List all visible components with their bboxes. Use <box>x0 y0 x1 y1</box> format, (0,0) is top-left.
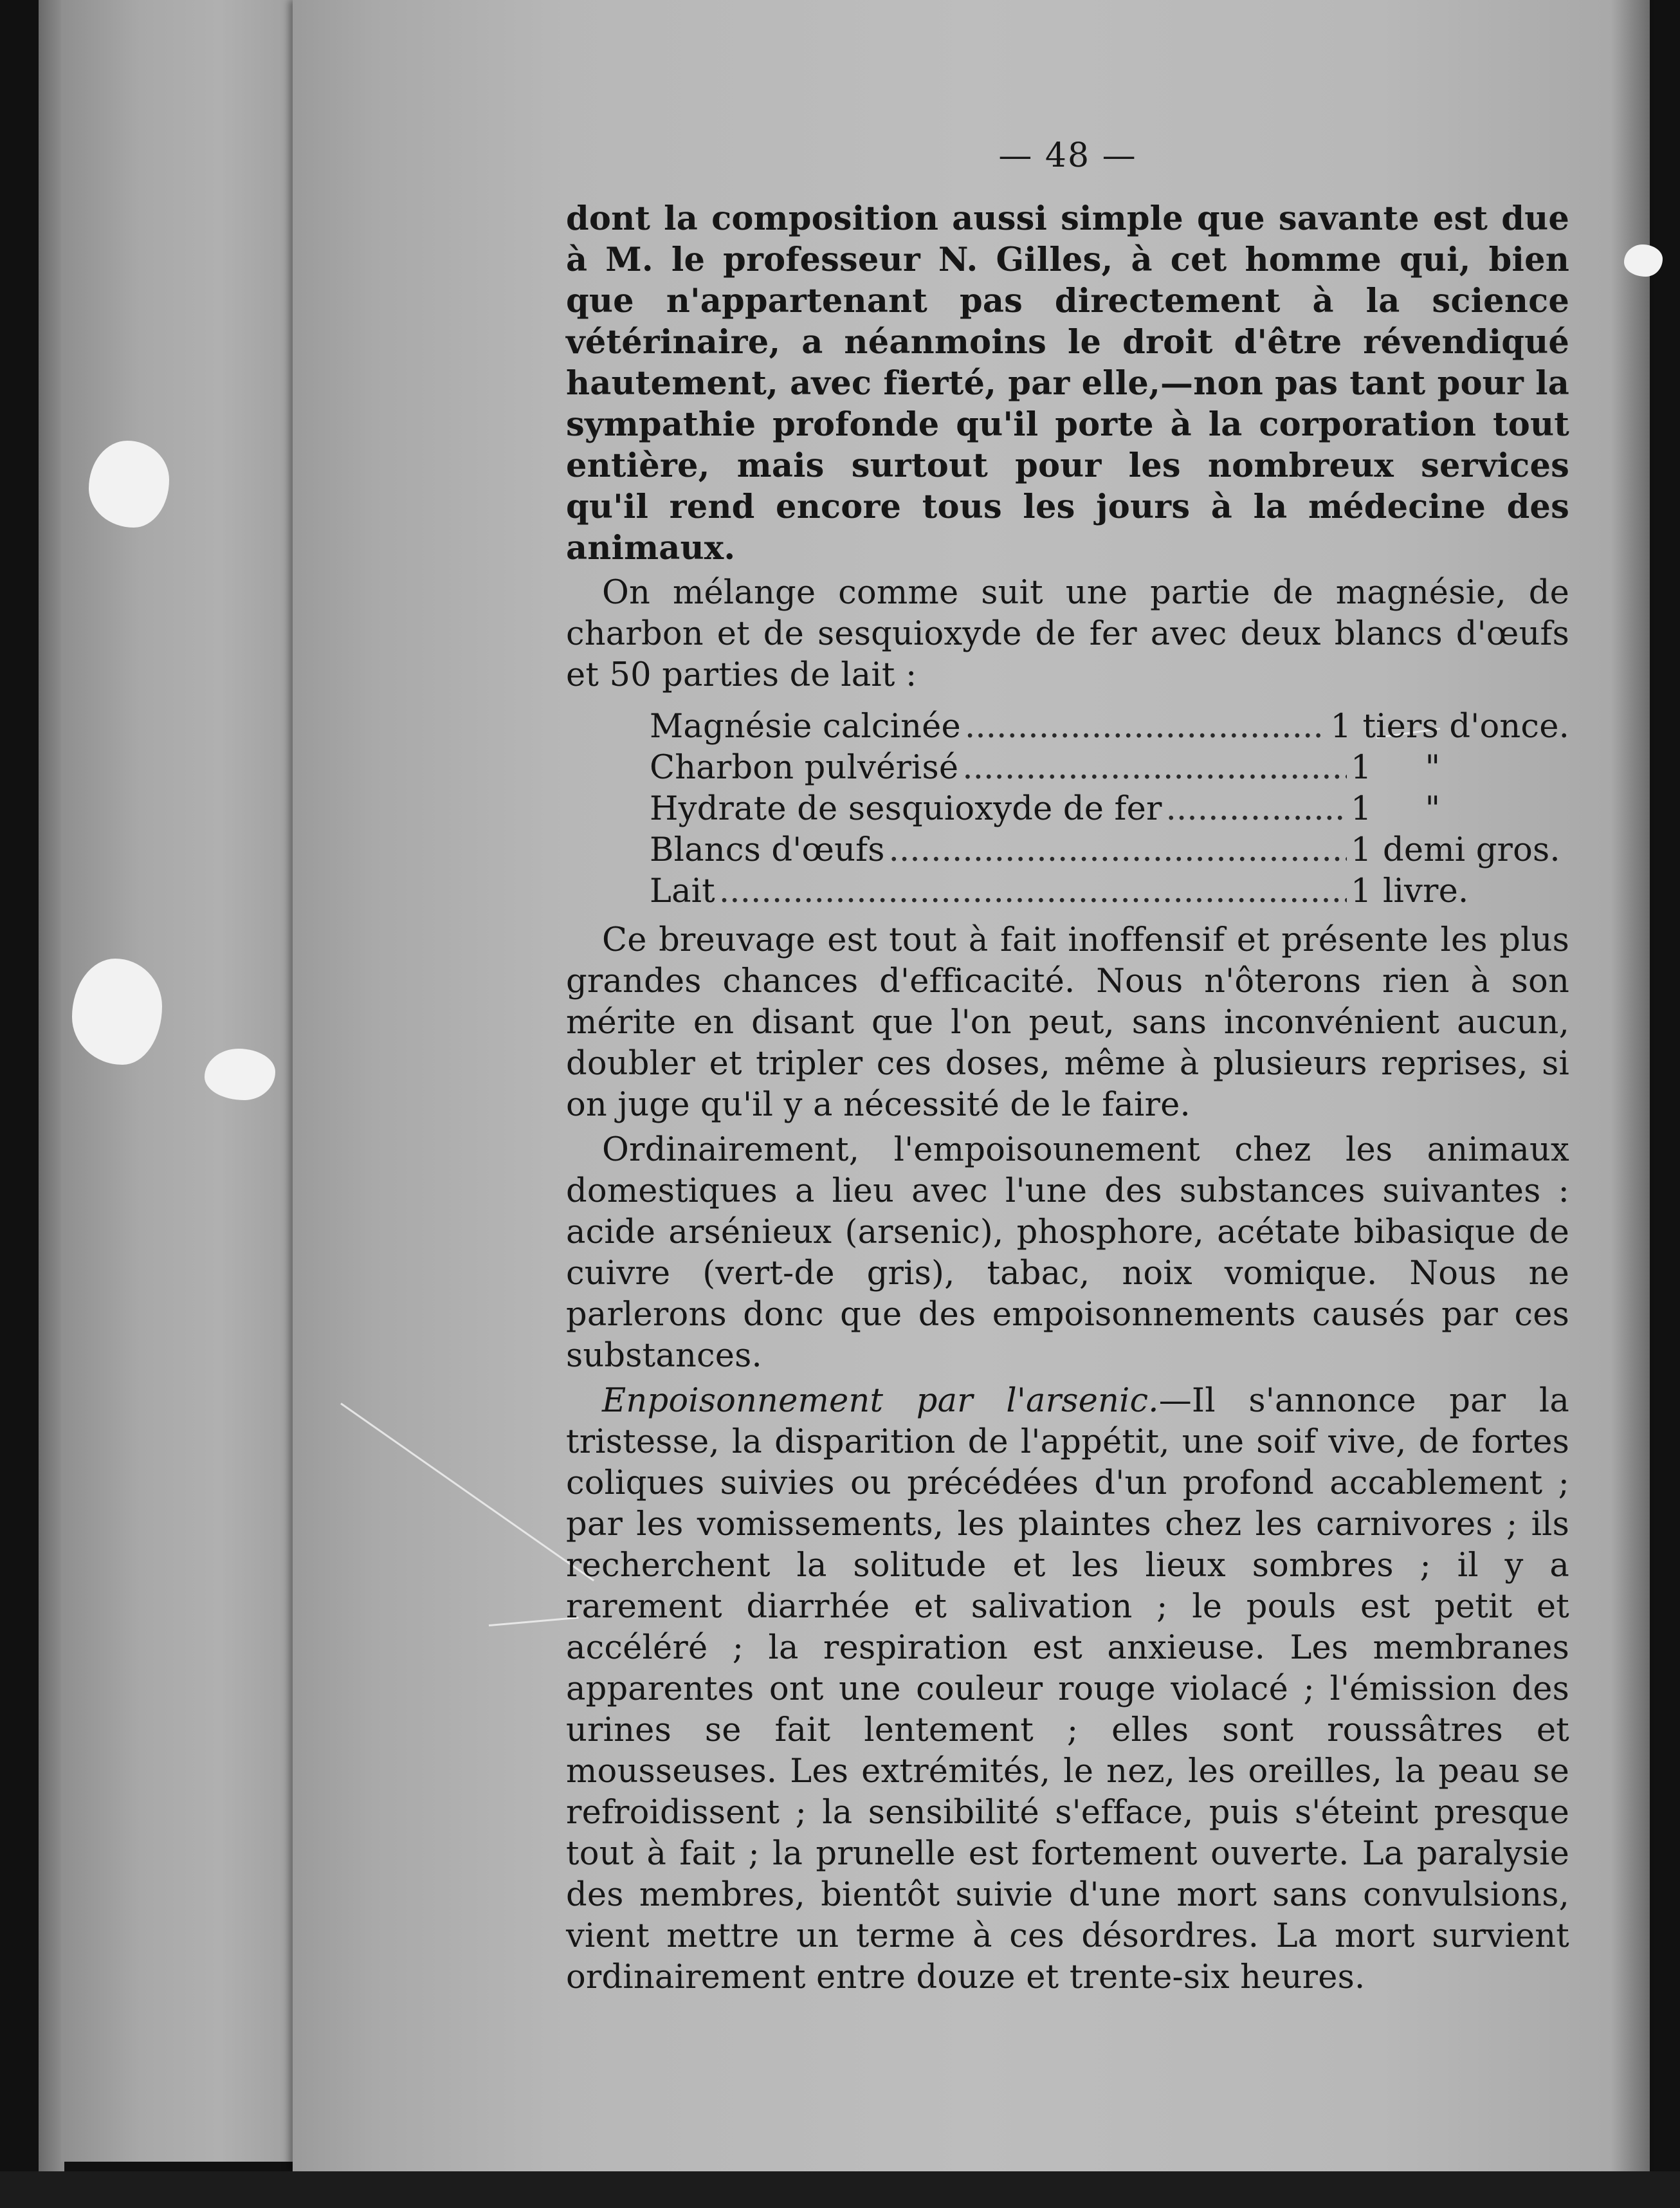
section-heading: Enpoisonnement par l'arsenic. <box>602 1382 1159 1420</box>
facing-page-margin <box>61 0 325 2162</box>
paragraph: On mélange comme suit une partie de magnésie, de charbon et de sesquioxyde de fer avec deux blancs d'œufs et 50 parties de lait : <box>566 574 1569 694</box>
leader-dots <box>719 871 1347 912</box>
paper-damage-spot <box>205 1049 275 1100</box>
paragraph <box>566 1381 1569 1998</box>
recipe-quantity: 1 " <box>1351 790 1441 828</box>
recipe-ingredient: Hydrate de sesquioxyde de fer <box>650 790 1162 828</box>
paper-damage-spot <box>89 441 169 528</box>
leader-dots <box>965 706 1327 748</box>
recipe-row <box>650 706 1569 748</box>
page-edge-shadow <box>1611 0 1650 2171</box>
recipe-ingredient: Charbon pulvérisé <box>650 749 959 787</box>
recipe-row <box>650 871 1569 912</box>
recipe-ingredient: Lait <box>650 872 715 910</box>
recipe-quantity: 1 demi gros. <box>1351 831 1560 869</box>
leader-dots <box>1166 789 1347 830</box>
recipe-list <box>566 706 1569 912</box>
paragraph: Ce breuvage est tout à fait inoffensif et présente les plus grandes chances d'efficacité. Nous n'ôterons rien à son mérite en disant que l'on peut, sans inconvénient aucun, doubler et tripler ces doses, même à plusieurs reprises, si on juge qu'il y a nécessité de le faire. <box>566 921 1569 1124</box>
page-number: — 48 — <box>998 136 1137 175</box>
leader-dots <box>962 748 1347 789</box>
paper-damage-spot <box>1624 244 1663 277</box>
leader-dots <box>889 830 1347 871</box>
paper-damage-spot <box>72 959 162 1065</box>
recipe-quantity: 1 " <box>1351 749 1441 787</box>
recipe-ingredient: Blancs d'œufs <box>650 831 885 869</box>
book-spine-edge <box>39 0 64 2175</box>
recipe-row <box>650 830 1569 871</box>
recipe-quantity: 1 tiers d'once. <box>1330 708 1569 746</box>
paragraph: dont la composition aussi simple que savante est due à M. le professeur N. Gilles, à cet homme qui, bien que n'appartenant pas directement à la science vétérinaire, a néanmoins le droit d'être révendiqué hautement, avec fierté, par elle,—non pas tant pour la sympathie profonde qu'il porte à la corporation tout entière, mais surtout pour les nombreux services qu'il rend encore tous les jours à la médecine des animaux. <box>566 199 1569 567</box>
paragraph-body: —Il s'annonce par la tristesse, la disparition de l'appétit, une soif vive, de fortes coliques suivies ou précédées d'un profond accablement ; par les vomissements, les plaintes chez les carnivores ; ils recherchent la solitude et les lieux sombres ; il y a rarement diarrhée et salivation ; le pouls est petit et accéléré ; la respiration est anxieuse. Les membranes apparentes ont une couleur rouge violacé ; l'émission des urines se fait lentement ; elles sont roussâtres et mousseuses. Les extrémités, le nez, les oreilles, la peau se refroidissent ; la sensibilité s'efface, puis s'éteint presque tout à fait ; la prunelle est fortement ouverte. La paralysie des membres, bientôt suivie d'une mort sans convulsions, vient mettre un terme à ces désordres. La mort survient ordinairement entre douze et trente-six heures. <box>566 1382 1570 1996</box>
recipe-ingredient: Magnésie calcinée <box>650 708 961 746</box>
page-text <box>566 135 1569 1998</box>
recipe-quantity: 1 livre. <box>1351 872 1469 910</box>
scanner-bed-edge <box>0 2171 1680 2208</box>
recipe-row <box>650 748 1569 789</box>
paragraph: Ordinairement, l'empoisounement chez les animaux domestiques a lieu avec l'une des substances suivantes : acide arsénieux (arsenic), phosphore, acétate bibasique de cuivre (vert-de gris), tabac, noix vomique. Nous ne parlerons donc que des empoisonnements causés par ces substances. <box>566 1131 1569 1375</box>
recipe-row <box>650 789 1569 830</box>
